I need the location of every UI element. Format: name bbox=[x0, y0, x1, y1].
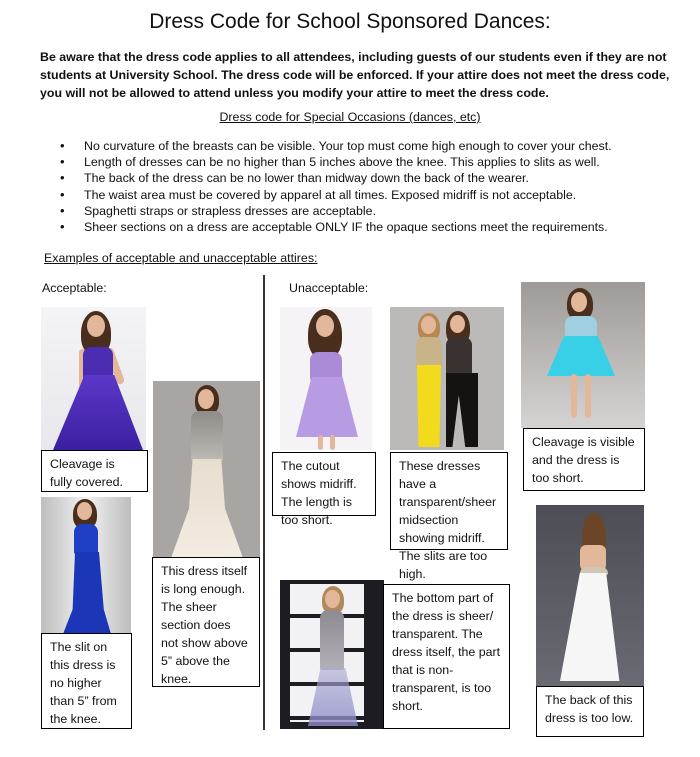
rule-item: • Length of dresses can be no higher than 5 inches above the knee. This applies to slits as well. bbox=[60, 154, 612, 170]
photo-yellow-black-gowns bbox=[390, 307, 504, 450]
photo-blue-gown bbox=[41, 497, 131, 634]
caption-unacceptable-3: Cleavage is visible and the dress is too short. bbox=[523, 428, 645, 491]
rule-item: • Spaghetti straps or strapless dresses are acceptable. bbox=[60, 203, 612, 219]
column-divider bbox=[263, 275, 265, 730]
rule-item: • The waist area must be covered by apparel at all times. Exposed midriff is not acceptable. bbox=[60, 187, 612, 203]
caption-unacceptable-1: The cutout shows midriff. The length is too short. bbox=[272, 452, 376, 516]
photo-white-backless-gown bbox=[536, 505, 644, 687]
examples-heading: Examples of acceptable and unacceptable attires: bbox=[44, 251, 318, 265]
photo-silver-sheer-gown bbox=[280, 580, 384, 729]
page-title: Dress Code for School Sponsored Dances: bbox=[149, 10, 551, 33]
intro-paragraph: Be aware that the dress code applies to all attendees, including guests of our students even if they are not students at University School. The dress code will be enforced. If your attire does not meet the dress code, you will not be allowed to attend unless you modify your attire to meet the dress code. bbox=[40, 50, 670, 100]
photo-lavender-short-dress bbox=[280, 307, 372, 450]
caption-acceptable-1: Cleavage is fully covered. bbox=[41, 450, 148, 492]
caption-unacceptable-4: The bottom part of the dress is sheer/ transparent. The dress itself, the part that is non-transparent, is too short. bbox=[383, 584, 510, 729]
section-subheading: Dress code for Special Occasions (dances, etc) bbox=[219, 110, 481, 124]
caption-acceptable-3: This dress itself is long enough. The sheer section does not show above 5” above the knee. bbox=[152, 557, 260, 687]
caption-unacceptable-5: The back of this dress is too low. bbox=[536, 686, 644, 737]
caption-acceptable-2: The slit on this dress is no higher than 5” from the knee. bbox=[41, 633, 132, 729]
acceptable-label: Acceptable: bbox=[42, 281, 107, 295]
rules-list bbox=[60, 138, 612, 235]
rule-item: • Sheer sections on a dress are acceptable ONLY IF the opaque sections meet the requirements. bbox=[60, 219, 612, 235]
caption-unacceptable-2: These dresses have a transparent/sheer midsection showing midriff. The slits are too high. bbox=[390, 452, 508, 550]
photo-purple-gown bbox=[41, 307, 146, 450]
rule-item: • The back of the dress can be no lower than midway down the back of the wearer. bbox=[60, 170, 612, 186]
rule-item: • No curvature of the breasts can be visible. Your top must come high enough to cover your chest. bbox=[60, 138, 612, 154]
photo-turquoise-short-dress bbox=[521, 282, 645, 428]
unacceptable-label: Unacceptable: bbox=[289, 281, 369, 295]
photo-silver-mermaid-gown bbox=[153, 381, 260, 558]
